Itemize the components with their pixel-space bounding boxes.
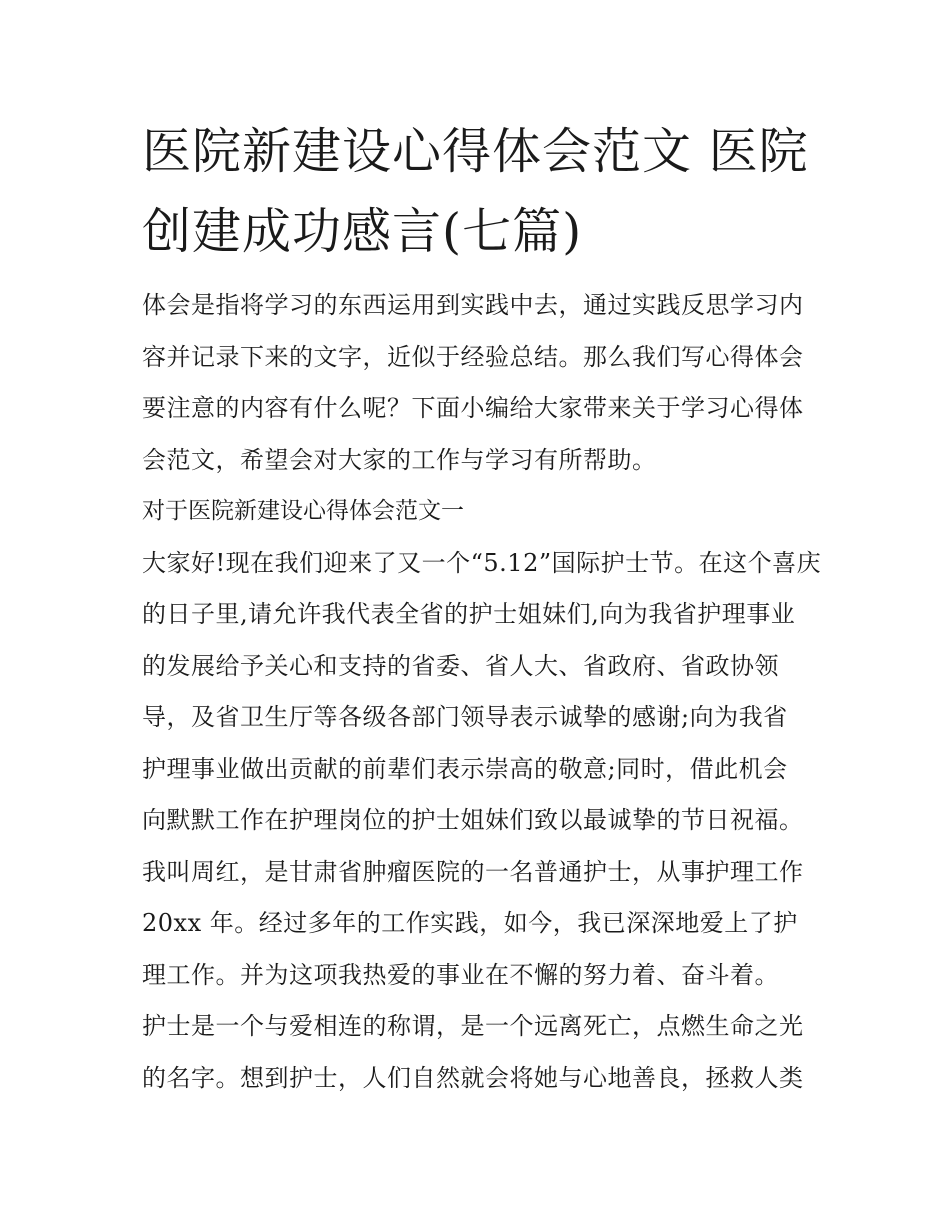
body-line: 的发展给予关心和支持的省委、省人大、省政府、省政协领 xyxy=(142,651,779,680)
title-line: 医院新建设心得体会范文 医院 xyxy=(142,123,809,180)
body-line: 护士是一个与爱相连的称谓，是一个远离死亡，点燃生命之光 xyxy=(142,1012,804,1040)
intro-line: 容并记录下来的文字，近似于经验总结。那么我们写心得体会 xyxy=(142,342,804,371)
body-line: 理工作。并为这项我热爱的事业在不懈的努力着、奋斗着。 xyxy=(142,960,779,989)
title-line: 创建成功感言(七篇) xyxy=(142,203,583,260)
body-line: 的名字。想到护士，人们自然就会将她与心地善良，拯救人类 xyxy=(142,1063,804,1092)
document-title xyxy=(142,112,822,272)
section-heading: 对于医院新建设心得体会范文一 xyxy=(142,498,464,524)
body-line: 的日子里,请允许我代表全省的护士姐妹们,向为我省护理事业 xyxy=(142,600,796,628)
body-line: 我叫周红，是甘肃省肿瘤医院的一名普通护士，从事护理工作 xyxy=(142,857,804,886)
body-line: 20xx 年。经过多年的工作实践，如今，我已深深地爱上了护 xyxy=(142,909,798,937)
intro-paragraph xyxy=(142,280,822,486)
document-page xyxy=(142,112,822,1104)
intro-line: 体会是指将学习的东西运用到实践中去，通过实践反思学习内 xyxy=(142,291,804,319)
intro-line: 会范文，希望会对大家的工作与学习有所帮助。 xyxy=(142,445,657,474)
body-line: 大家好!现在我们迎来了又一个“5.12”国际护士节。在这个喜庆 xyxy=(142,548,822,577)
intro-line: 要注意的内容有什么呢？下面小编给大家带来关于学习心得体 xyxy=(142,394,804,422)
body-line: 向默默工作在护理岗位的护士姐妹们致以最诚挚的节日祝福。 xyxy=(142,806,804,834)
body-line: 护理事业做出贡献的前辈们表示崇高的敬意;同时，借此机会 xyxy=(142,754,788,783)
body-paragraph xyxy=(142,538,822,1105)
body-line: 导，及省卫生厅等各级各部门领导表示诚挚的感谢;向为我省 xyxy=(142,703,788,731)
